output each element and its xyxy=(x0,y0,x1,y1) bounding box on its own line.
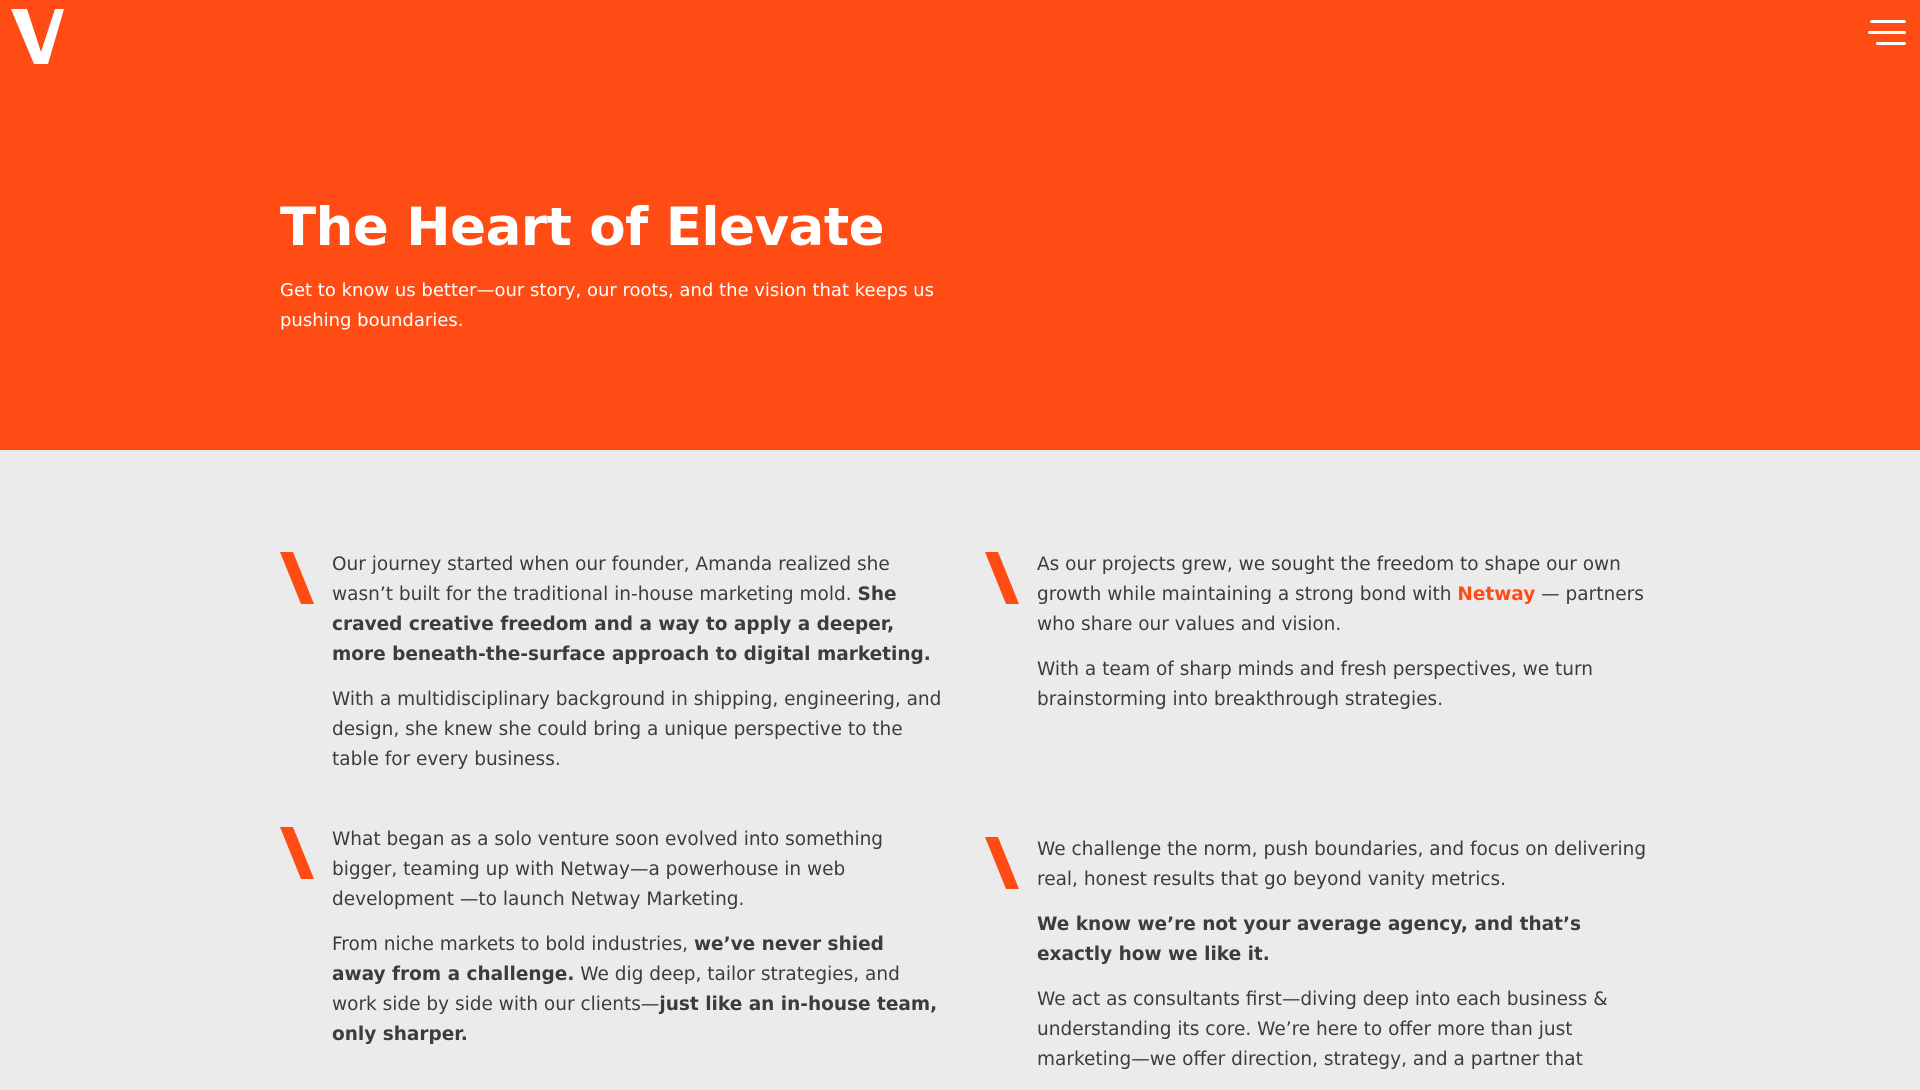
hamburger-menu-icon xyxy=(1870,20,1906,23)
slash-accent-icon xyxy=(985,837,1019,889)
story-paragraph: What began as a solo venture soon evolved into something bigger, teaming up with Netway—a powerhouse in web development —to launch Netway Marketing. xyxy=(332,829,884,910)
story-paragraph xyxy=(1037,910,1647,970)
paragraph-emphasis: She craved creative freedom and a way to apply a deeper, more beneath-the-surface approach to digital marketing. xyxy=(332,584,931,665)
hamburger-line xyxy=(1876,42,1906,45)
paragraph-emphasis: just like an in-house team, only sharper. xyxy=(332,994,938,1045)
netway-link[interactable]: Netway xyxy=(1457,584,1536,605)
story-paragraph: We challenge the norm, push boundaries, and focus on delivering real, honest results that go beyond vanity metrics. xyxy=(1037,839,1647,890)
story-block-growth xyxy=(1037,550,1647,730)
elevate-v-logo-icon xyxy=(10,8,66,64)
story-paragraph: With a multidisciplinary background in shipping, engineering, and design, she knew she could bring a unique perspective to the table for every business. xyxy=(332,689,942,770)
story-paragraph xyxy=(332,930,942,1050)
hamburger-menu-button[interactable] xyxy=(1866,18,1906,48)
slash-accent-icon xyxy=(280,552,314,604)
paragraph-text: We dig deep, tailor strategies, and work side by side with our clients— xyxy=(332,964,900,1015)
story-paragraph: With a team of sharp minds and fresh perspectives, we turn brainstorming into breakthrough strategies. xyxy=(1037,659,1593,710)
page-title: The Heart of Elevate xyxy=(280,197,885,258)
story-paragraph xyxy=(1037,550,1647,640)
page-subtitle: Get to know us better—our story, our roots, and the vision that keeps us pushing boundaries. xyxy=(280,280,934,331)
paragraph-text: Our journey started when our founder, Amanda realized she wasn’t built for the traditional in-house marketing mold. xyxy=(332,554,890,605)
hamburger-line xyxy=(1868,31,1906,34)
story-block-founder xyxy=(332,550,942,790)
paragraph-emphasis: We know we’re not your average agency, and that’s exactly how we like it. xyxy=(1037,914,1582,965)
story-block-approach xyxy=(1037,835,1647,1090)
site-logo[interactable] xyxy=(10,8,66,64)
slash-accent-icon xyxy=(280,827,314,879)
story-paragraph: We act as consultants first—diving deep into each business & understanding its core. We’re here to offer more than just marketing—we offer direction, strategy, and a partner that xyxy=(1037,989,1608,1070)
paragraph-emphasis: we’ve never shied away from a challenge. xyxy=(332,934,884,985)
hero-section xyxy=(0,0,1920,450)
slash-accent-icon xyxy=(985,552,1019,604)
paragraph-text: As our projects grew, we sought the freedom to shape our own growth while maintaining a strong bond with xyxy=(1037,554,1621,605)
paragraph-text: From niche markets to bold industries, xyxy=(332,934,694,955)
story-paragraph xyxy=(332,550,942,670)
paragraph-text: — partners who share our values and vision. xyxy=(1037,584,1644,635)
story-block-venture xyxy=(332,825,942,1065)
